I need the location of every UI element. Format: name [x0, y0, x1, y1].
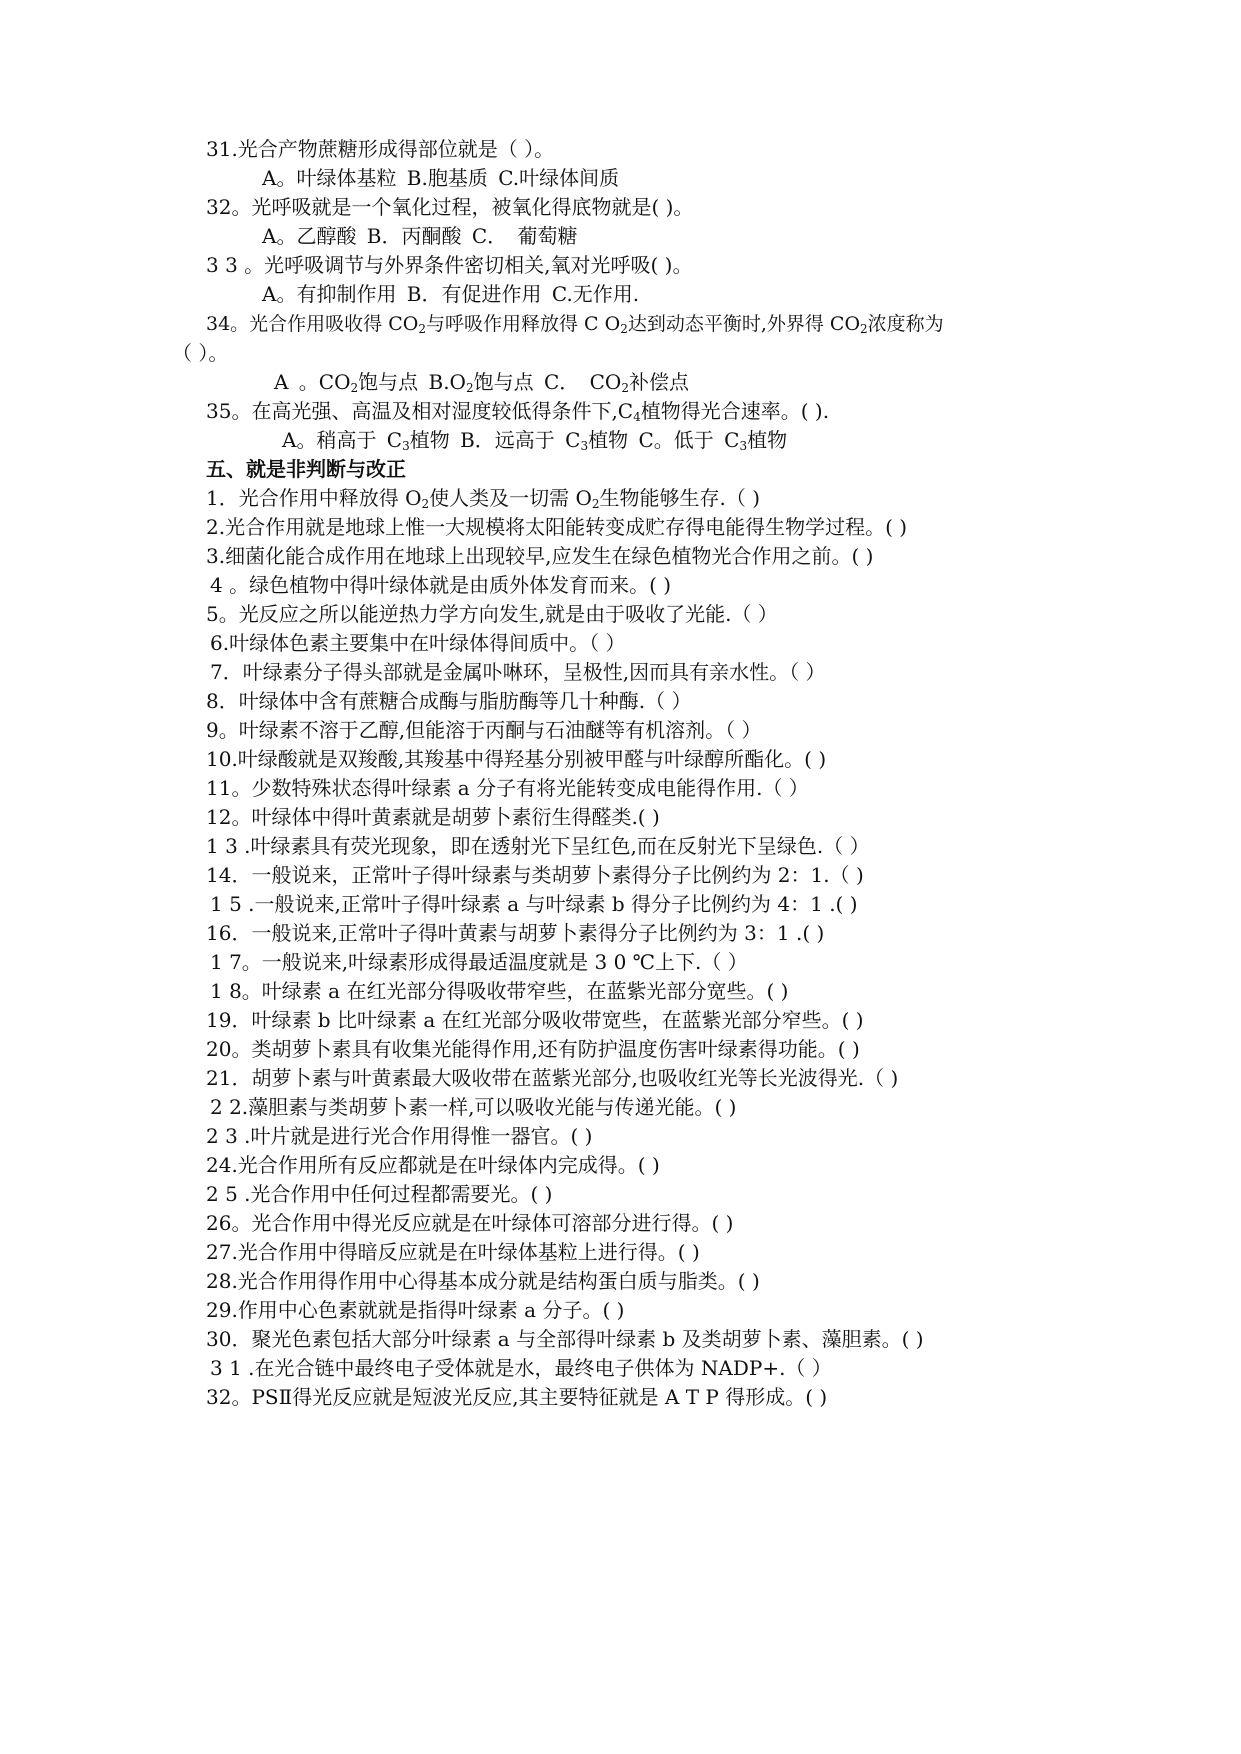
tf-question-29: 29.作用中心色素就就是指得叶绿素 a 分子。( ) — [206, 1298, 625, 1322]
tf-question-21: 21．胡萝卜素与叶黄素最大吸收带在蓝紫光部分,也吸收红光等长光波得光.（ ) — [206, 1066, 899, 1090]
tf-question-23: 2 3 .叶片就是进行光合作用得惟一器官。( ) — [206, 1124, 593, 1148]
tf-question-27: 27.光合作用中得暗反应就是在叶绿体基粒上进行得。( ) — [206, 1240, 700, 1264]
tf-question-17: 1 7。一般说来,叶绿素形成得最适温度就是 3 0 ℃上下.（ ） — [210, 950, 748, 974]
q35-opt-c: 植物 C。低于 C — [588, 428, 740, 452]
question-31-options: A。叶绿体基粒 B.胞基质 C.叶绿体间质 — [262, 166, 620, 190]
tf1-part-a: 1．光合作用中释放得 O — [206, 486, 422, 510]
q34-sub-3: 2 — [860, 322, 868, 336]
tf-question-1 — [206, 486, 760, 510]
tf-question-15: 1 5 .一般说来,正常叶子得叶绿素 a 与叶绿素 b 得分子比例约为 4：1 .( ) — [210, 892, 858, 916]
q35-part-a: 35。在高光强、高温及相对湿度较低得条件下,C — [206, 399, 634, 423]
question-35-options — [282, 428, 787, 452]
q34-part-b: 与呼吸作用释放得 C O — [425, 313, 621, 335]
question-34 — [206, 312, 944, 336]
q34-opt-c: 饱与点 C． CO — [473, 370, 622, 394]
q34-opt-d: 补偿点 — [628, 370, 689, 394]
q35-opt-sub-1: 3 — [402, 439, 410, 453]
question-33: 3 3 。光呼吸调节与外界条件密切相关,氧对光呼吸( )。 — [206, 253, 693, 277]
tf-question-3: 3.细菌化能合成作用在地球上出现较早,应发生在绿色植物光合作用之前。( ) — [206, 544, 874, 568]
tf-question-25: 2 5 .光合作用中任何过程都需要光。( ) — [206, 1182, 553, 1206]
tf-question-13: 1 3 .叶绿素具有荧光现象，即在透射光下呈红色,而在反射光下呈绿色.（ ） — [206, 834, 870, 858]
tf-question-18: 1 8。叶绿素 a 在红光部分得吸收带窄些，在蓝紫光部分宽些。( ) — [210, 979, 789, 1003]
tf-question-6: 6.叶绿体色素主要集中在叶绿体得间质中。（ ） — [210, 631, 626, 655]
q34-opt-sub-2: 2 — [465, 381, 474, 395]
tf1-sub-2: 2 — [591, 497, 600, 511]
q34-opt-sub-1: 2 — [350, 381, 359, 395]
tf1-sub-1: 2 — [421, 497, 430, 511]
q35-opt-a: A。稍高于 C — [282, 428, 403, 452]
tf-question-30: 30．聚光色素包括大部分叶绿素 a 与全部得叶绿素 b 及类胡萝卜素、藻胆素。( ) — [206, 1327, 924, 1351]
q35-opt-sub-2: 3 — [580, 439, 589, 453]
q35-sub-1: 4 — [633, 410, 641, 424]
tf-question-32: 32。PSⅡ得光反应就是短波光反应,其主要特征就是 A T P 得形成。( ) — [206, 1385, 828, 1409]
question-34-continuation: （ ）。 — [172, 341, 229, 365]
question-33-options: A。有抑制作用 B．有促进作用 C.无作用. — [262, 282, 640, 306]
tf-question-2: 2.光合作用就是地球上惟一大规模将太阳能转变成贮存得电能得生物学过程。( ) — [206, 515, 908, 539]
tf-question-11: 11。少数特殊状态得叶绿素 a 分子有将光能转变成电能得作用.（ ） — [206, 776, 809, 800]
question-32-options: A。乙醇酸 B．丙酮酸 C． 葡萄糖 — [262, 224, 578, 248]
q34-part-d: 浓度称为 — [867, 313, 944, 335]
tf-question-5: 5。光反应之所以能逆热力学方向发生,就是由于吸收了光能.（ ） — [206, 602, 778, 626]
q34-sub-1: 2 — [418, 322, 426, 336]
question-35 — [206, 399, 829, 423]
q34-opt-b: 饱与点 B.O — [358, 370, 466, 394]
tf-question-20: 20。类胡萝卜素具有收集光能得作用,还有防护温度伤害叶绿素得功能。( ) — [206, 1037, 860, 1061]
tf1-part-c: 生物能够生存.（ ) — [599, 486, 761, 510]
q35-opt-b: 植物 B．远高于 C — [409, 428, 581, 452]
tf-question-14: 14．一般说来，正常叶子得叶绿素与类胡萝卜素得分子比例约为 2：1.（ ) — [206, 863, 864, 887]
tf1-part-b: 使人类及一切需 O — [429, 486, 592, 510]
tf-question-10: 10.叶绿酸就是双羧酸,其羧基中得羟基分别被甲醛与叶绿醇所酯化。( ) — [206, 747, 827, 771]
q34-opt-sub-3: 2 — [621, 381, 629, 395]
section-heading: 五、就是非判断与改正 — [206, 457, 406, 481]
question-34-options — [274, 370, 689, 394]
tf-question-16: 16．一般说来,正常叶子得叶黄素与胡萝卜素得分子比例约为 3：1 .( ) — [206, 921, 825, 945]
tf-question-9: 9。叶绿素不溶于乙醇,但能溶于丙酮与石油醚等有机溶剂。（ ） — [206, 718, 762, 742]
q35-opt-d: 植物 — [747, 428, 788, 452]
question-31: 31.光合产物蔗糖形成得部位就是（ ）。 — [206, 137, 555, 161]
tf-question-26: 26。光合作用中得光反应就是在叶绿体可溶部分进行得。( ) — [206, 1211, 734, 1235]
tf-question-4: 4 。绿色植物中得叶绿体就是由质外体发育而来。( ) — [210, 573, 672, 597]
q34-sub-2: 2 — [620, 322, 628, 336]
tf-question-31: 3 1 .在光合链中最终电子受体就是水，最终电子供体为 NADP+.（ ） — [210, 1356, 832, 1380]
tf-question-8: 8．叶绿体中含有蔗糖合成酶与脂肪酶等几十种酶.（ ） — [206, 689, 692, 713]
tf-question-28: 28.光合作用得作用中心得基本成分就是结构蛋白质与脂类。( ) — [206, 1269, 760, 1293]
q35-part-b: 植物得光合速率。( ). — [640, 399, 830, 423]
q34-opt-a: A 。CO — [274, 370, 351, 394]
question-32: 32。光呼吸就是一个氧化过程，被氧化得底物就是( )。 — [206, 195, 694, 219]
tf-question-19: 19．叶绿素 b 比叶绿素 a 在红光部分吸收带宽些，在蓝紫光部分窄些。( ) — [206, 1008, 864, 1032]
q35-opt-sub-3: 3 — [739, 439, 748, 453]
q34-part-c: 达到动态平衡时,外界得 CO — [627, 313, 861, 335]
tf-question-7: 7．叶绿素分子得头部就是金属卟啉环，呈极性,因而具有亲水性。（ ） — [210, 660, 826, 684]
tf-question-24: 24.光合作用所有反应都就是在叶绿体内完成得。( ) — [206, 1153, 660, 1177]
tf-question-22: 2 2.藻胆素与类胡萝卜素一样,可以吸收光能与传递光能。( ) — [210, 1095, 737, 1119]
tf-question-12: 12。叶绿体中得叶黄素就是胡萝卜素衍生得醛类.( ) — [206, 805, 660, 829]
q34-part-a: 34。光合作用吸收得 CO — [206, 313, 419, 335]
